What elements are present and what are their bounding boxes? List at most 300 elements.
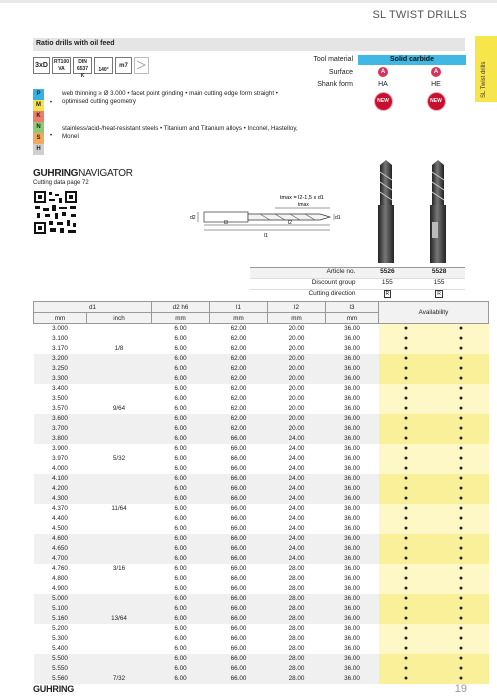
cell-l3: 36.00 <box>344 575 360 582</box>
cell-d1: 3.400 <box>52 385 68 392</box>
cell-inch <box>87 634 152 644</box>
table-row <box>34 364 489 374</box>
header-line <box>0 0 497 3</box>
table-row <box>34 434 489 444</box>
cell-l2: 24.00 <box>288 475 305 482</box>
availability-5528[interactable]: ● <box>434 464 489 474</box>
availability-5526[interactable]: ● <box>379 404 434 414</box>
cell-d2: 6.00 <box>174 585 187 592</box>
cell-d2: 6.00 <box>174 395 187 402</box>
table-row <box>34 534 489 544</box>
cell-l1: 66.00 <box>230 565 247 572</box>
cell-d1: 4.200 <box>52 485 68 492</box>
cell-l2: 24.00 <box>288 495 305 502</box>
discount-label: Discount group <box>311 279 356 286</box>
table-row <box>34 654 489 664</box>
cell-l3: 36.00 <box>344 535 360 542</box>
availability-5528[interactable]: ● <box>434 594 489 604</box>
cell-l3: 36.00 <box>344 665 360 672</box>
availability-5528[interactable]: ● <box>434 384 489 394</box>
table-row <box>34 544 489 554</box>
cell-l3: 36.00 <box>344 335 360 342</box>
availability-5526[interactable]: ● <box>379 334 434 344</box>
geometry-description: web thinning ≥ Ø 3.000 • facet point grinding • main cutting edge form straight • optimised cutting geometry <box>62 90 278 105</box>
cell-l1: 66.00 <box>230 655 247 662</box>
availability-5526[interactable]: ● <box>379 564 434 574</box>
availability-5528[interactable]: ● <box>434 554 489 564</box>
cell-l3: 36.00 <box>344 425 360 432</box>
cell-l1: 66.00 <box>230 645 247 652</box>
unit-d1: mm <box>34 313 87 324</box>
cell-l1: 62.00 <box>230 405 247 412</box>
table-row <box>34 344 489 354</box>
cell-d2: 6.00 <box>174 415 187 422</box>
cell-l1: 66.00 <box>230 625 247 632</box>
availability-5528[interactable]: ● <box>434 614 489 624</box>
cell-l1: 66.00 <box>230 475 247 482</box>
cell-l1: 66.00 <box>230 665 247 672</box>
availability-5526[interactable]: ● <box>379 504 434 514</box>
table-body <box>34 324 489 685</box>
cell-d1: 5.560 <box>52 675 68 682</box>
availability-5528[interactable]: ● <box>434 574 489 584</box>
cell-d1: 4.100 <box>52 475 68 482</box>
cell-d2: 6.00 <box>174 655 187 662</box>
cell-d1: 4.760 <box>52 565 68 572</box>
cell-inch: 9/64 <box>112 405 126 412</box>
table-row <box>34 484 489 494</box>
shank-form-label: Shank form <box>317 81 353 88</box>
availability-5528[interactable]: ● <box>434 334 489 344</box>
availability-5526[interactable]: ● <box>379 584 434 594</box>
availability-5526[interactable]: ● <box>379 434 434 444</box>
unit-l3: mm <box>326 313 379 324</box>
table-row <box>34 604 489 614</box>
cell-l1: 62.00 <box>230 415 247 422</box>
angle-140-icon: 140° <box>94 57 113 74</box>
cell-l3: 36.00 <box>344 405 360 412</box>
section-title-bar <box>33 38 465 51</box>
cell-l2: 28.00 <box>288 595 305 602</box>
availability-5528[interactable]: ● <box>434 344 489 354</box>
cell-d1: 3.100 <box>52 335 68 342</box>
cell-l1: 62.00 <box>230 325 247 332</box>
cell-inch <box>87 574 152 584</box>
availability-5526[interactable]: ● <box>379 514 434 524</box>
availability-5526[interactable]: ● <box>379 444 434 454</box>
table-row <box>34 384 489 394</box>
page-number: 19 <box>454 683 467 695</box>
l2-label: l2 <box>288 220 292 226</box>
availability-5528[interactable]: ● <box>434 544 489 554</box>
cell-d2: 6.00 <box>174 335 187 342</box>
cell-inch <box>87 664 152 674</box>
cell-l3: 36.00 <box>344 495 360 502</box>
cell-l1: 66.00 <box>230 505 247 512</box>
availability-5528[interactable]: ● <box>434 414 489 424</box>
availability-5526[interactable]: ● <box>379 454 434 464</box>
cell-d2: 6.00 <box>174 495 187 502</box>
cell-inch <box>87 354 152 364</box>
cell-l2: 24.00 <box>288 485 305 492</box>
table-row <box>34 524 489 534</box>
availability-5528[interactable]: ● <box>434 364 489 374</box>
cell-l3: 36.00 <box>344 585 360 592</box>
availability-5526[interactable]: ● <box>379 594 434 604</box>
cutting-direction-a-icon: R <box>385 291 390 297</box>
cell-l2: 20.00 <box>288 405 305 412</box>
cell-d2: 6.00 <box>174 595 187 602</box>
surface-b <box>409 67 463 77</box>
availability-5528[interactable]: ● <box>434 634 489 644</box>
cell-d2: 6.00 <box>174 515 187 522</box>
cell-d2: 6.00 <box>174 355 187 362</box>
cell-d1: 3.700 <box>52 425 68 432</box>
cell-d1: 3.970 <box>52 455 68 462</box>
cell-l2: 20.00 <box>288 355 305 362</box>
availability-5526[interactable]: ● <box>379 344 434 354</box>
surface-a-badge: A <box>378 67 388 77</box>
cell-d1: 5.500 <box>52 655 68 662</box>
availability-5528[interactable]: ● <box>434 434 489 444</box>
table-row <box>34 354 489 364</box>
cell-d1: 3.500 <box>52 395 68 402</box>
availability-5526[interactable]: ● <box>379 554 434 564</box>
cell-inch <box>87 374 152 384</box>
table-row <box>34 584 489 594</box>
availability-5526[interactable]: ● <box>379 634 434 644</box>
availability-5526[interactable]: ● <box>379 544 434 554</box>
cell-l3: 36.00 <box>344 325 360 332</box>
cell-d1: 3.200 <box>52 355 68 362</box>
cell-l3: 36.00 <box>344 625 360 632</box>
cell-inch <box>87 604 152 614</box>
availability-5526[interactable]: ● <box>379 354 434 364</box>
tmax-label: tmax <box>298 202 309 208</box>
material-description: stainless/acid-/heat-resistant steels • Titanium and Titanium alloys • Inconel, Hastelloy, Monel <box>62 125 298 140</box>
table-row <box>34 644 489 654</box>
table-row <box>34 404 489 414</box>
new-badge-b-label: NEW <box>428 93 445 110</box>
material-h: H <box>33 144 44 155</box>
table-row <box>34 474 489 484</box>
material-k: K <box>33 111 44 122</box>
cell-l2: 20.00 <box>288 385 305 392</box>
availability-5528[interactable]: ● <box>434 324 489 335</box>
availability-5526[interactable]: ● <box>379 484 434 494</box>
cell-d1: 3.300 <box>52 375 68 382</box>
cell-l2: 20.00 <box>288 325 305 332</box>
table-row <box>34 394 489 404</box>
col-l2: l2 <box>268 302 326 313</box>
depth-3xd-icon: 3xD <box>33 57 50 74</box>
table-row <box>34 634 489 644</box>
availability-5528[interactable]: ● <box>434 474 489 484</box>
cell-inch: 3/16 <box>112 565 126 572</box>
material-m: M <box>33 100 44 111</box>
cell-d2: 6.00 <box>174 535 187 542</box>
cell-l1: 66.00 <box>230 515 247 522</box>
availability-5528[interactable]: ● <box>434 514 489 524</box>
new-badge-a-label: NEW <box>375 93 392 110</box>
cell-d2: 6.00 <box>174 325 187 332</box>
cell-l3: 36.00 <box>344 435 360 442</box>
cell-d2: 6.00 <box>174 345 187 352</box>
cell-l2: 28.00 <box>288 605 305 612</box>
cell-l1: 66.00 <box>230 635 247 642</box>
surface-a <box>356 67 410 77</box>
availability-5528[interactable]: ● <box>434 584 489 594</box>
availability-5526[interactable]: ● <box>379 374 434 384</box>
cell-l3: 36.00 <box>344 505 360 512</box>
cell-l1: 66.00 <box>230 605 247 612</box>
availability-5528[interactable]: ● <box>434 504 489 514</box>
cell-l3: 36.00 <box>344 655 360 662</box>
availability-5526[interactable]: ● <box>379 324 434 335</box>
drill-5526-image <box>378 160 394 263</box>
cell-d1: 3.800 <box>52 435 68 442</box>
surface-b-badge: A <box>431 67 441 77</box>
article-5528[interactable]: 5528 <box>431 268 447 275</box>
cell-l2: 20.00 <box>288 395 305 402</box>
navigator-logo[interactable] <box>33 168 133 179</box>
cell-d1: 3.900 <box>52 445 68 452</box>
cell-inch <box>87 444 152 454</box>
availability-5528[interactable]: ● <box>434 404 489 414</box>
availability-5528[interactable]: ● <box>434 484 489 494</box>
article-5526[interactable]: 5526 <box>380 268 395 275</box>
cell-l2: 24.00 <box>288 555 305 562</box>
table-row <box>34 494 489 504</box>
availability-5526[interactable]: ● <box>379 604 434 614</box>
cell-inch <box>87 594 152 604</box>
cell-inch <box>87 514 152 524</box>
cell-d1: 4.600 <box>52 535 68 542</box>
table-row <box>34 674 489 684</box>
cell-l3: 36.00 <box>344 485 360 492</box>
cell-d1: 5.400 <box>52 645 68 652</box>
availability-5528[interactable]: ● <box>434 494 489 504</box>
availability-5528[interactable]: ● <box>434 564 489 574</box>
table-row <box>34 444 489 454</box>
table-row <box>34 624 489 634</box>
availability-5528[interactable]: ● <box>434 624 489 634</box>
availability-5526[interactable]: ● <box>379 414 434 424</box>
cell-l2: 24.00 <box>288 515 305 522</box>
cell-d1: 5.300 <box>52 635 68 642</box>
tool-material-value: Solid carbide <box>358 55 466 65</box>
cell-l2: 28.00 <box>288 665 305 672</box>
cell-d2: 6.00 <box>174 455 187 462</box>
cell-l3: 36.00 <box>344 615 360 622</box>
cell-l3: 36.00 <box>344 645 360 652</box>
availability-5526[interactable]: ● <box>379 424 434 434</box>
availability-5526[interactable]: ● <box>379 474 434 484</box>
cell-d2: 6.00 <box>174 365 187 372</box>
availability-5526[interactable]: ● <box>379 534 434 544</box>
surface-label: Surface <box>328 69 353 76</box>
l3-label: l3 <box>224 220 228 226</box>
page-header-title: SL TWIST DRILLS <box>372 9 467 21</box>
availability-5528[interactable]: ● <box>434 524 489 534</box>
cell-l3: 36.00 <box>344 475 360 482</box>
cell-d1: 5.200 <box>52 625 68 632</box>
cell-inch <box>87 464 152 474</box>
availability-5528[interactable]: ● <box>434 444 489 454</box>
tolerance-m7-icon: m7 <box>115 57 132 74</box>
cell-d1: 4.650 <box>52 545 68 552</box>
cutting-direction-b-icon: R <box>437 291 441 297</box>
availability-5526[interactable]: ● <box>379 464 434 474</box>
cell-l2: 20.00 <box>288 415 305 422</box>
cell-inch <box>87 494 152 504</box>
cell-inch: 1/8 <box>114 345 124 352</box>
cell-l2: 24.00 <box>288 435 305 442</box>
cell-l3: 36.00 <box>344 395 360 402</box>
cell-d1: 4.900 <box>52 585 68 592</box>
cell-inch <box>87 324 152 335</box>
cell-d2: 6.00 <box>174 625 187 632</box>
cell-inch <box>87 414 152 424</box>
table-row <box>34 594 489 604</box>
cell-l1: 62.00 <box>230 375 247 382</box>
d2-label: d2 <box>190 215 196 221</box>
cell-l1: 66.00 <box>230 575 247 582</box>
availability-5526[interactable]: ● <box>379 384 434 394</box>
availability-5526[interactable]: ● <box>379 674 434 684</box>
material-n: N <box>33 122 44 133</box>
cell-l1: 62.00 <box>230 395 247 402</box>
navigator-brand: GUHRING <box>33 168 79 179</box>
cell-inch: 7/32 <box>112 675 126 682</box>
cell-l1: 62.00 <box>230 425 247 432</box>
unit-l2: mm <box>268 313 326 324</box>
availability-5526[interactable]: ● <box>379 494 434 504</box>
availability-5526[interactable]: ● <box>379 624 434 634</box>
cell-l1: 66.00 <box>230 585 247 592</box>
availability-5526[interactable]: ● <box>379 614 434 624</box>
cell-l3: 36.00 <box>344 445 360 452</box>
cell-l2: 28.00 <box>288 635 305 642</box>
din-6537k-icon: DIN 6537 K <box>73 57 92 74</box>
availability-5528[interactable]: ● <box>434 674 489 684</box>
cell-l1: 62.00 <box>230 385 247 392</box>
availability-5526[interactable]: ● <box>379 574 434 584</box>
availability-5528[interactable]: ● <box>434 454 489 464</box>
cell-inch: 11/64 <box>111 505 127 512</box>
cell-d1: 5.550 <box>52 665 68 672</box>
cell-l3: 36.00 <box>344 375 360 382</box>
col-l1: l1 <box>210 302 268 313</box>
cell-l1: 66.00 <box>230 465 247 472</box>
section-title: Ratio drills with oil feed <box>36 40 115 47</box>
cell-d2: 6.00 <box>174 675 187 682</box>
material-p: P <box>33 89 44 100</box>
col-l3: l3 <box>326 302 379 313</box>
cell-l2: 24.00 <box>288 535 305 542</box>
cell-l3: 36.00 <box>344 385 360 392</box>
availability-5528[interactable]: ● <box>434 394 489 404</box>
cell-l3: 36.00 <box>344 515 360 522</box>
cell-l3: 36.00 <box>344 605 360 612</box>
table-row <box>34 334 489 344</box>
availability-5528[interactable]: ● <box>434 644 489 654</box>
cell-l2: 28.00 <box>288 585 305 592</box>
cell-d2: 6.00 <box>174 665 187 672</box>
availability-5526[interactable]: ● <box>379 394 434 404</box>
cell-l1: 66.00 <box>230 445 247 452</box>
cell-inch <box>87 434 152 444</box>
shank-form-b: HE <box>431 81 441 88</box>
cell-l1: 62.00 <box>230 335 247 342</box>
cell-inch <box>87 644 152 654</box>
cell-l2: 24.00 <box>288 545 305 552</box>
material-m-dot: • <box>50 100 53 106</box>
availability-5528[interactable]: ● <box>434 354 489 364</box>
col-d2: d2 h6 <box>152 302 210 313</box>
cell-inch <box>87 484 152 494</box>
cell-l2: 20.00 <box>288 365 305 372</box>
d1-label: d1 <box>335 215 341 221</box>
cell-l3: 36.00 <box>344 365 360 372</box>
availability-5528[interactable]: ● <box>434 664 489 674</box>
cell-d1: 3.170 <box>52 345 68 352</box>
table-row <box>34 514 489 524</box>
cell-l2: 28.00 <box>288 615 305 622</box>
material-s-dot: • <box>50 133 53 139</box>
cell-l2: 28.00 <box>288 565 305 572</box>
cell-d1: 5.000 <box>52 595 68 602</box>
availability-5528[interactable]: ● <box>434 654 489 664</box>
table-row <box>34 374 489 384</box>
drill-images <box>372 160 462 265</box>
cell-d2: 6.00 <box>174 555 187 562</box>
cell-l3: 36.00 <box>344 525 360 532</box>
availability-5528[interactable]: ● <box>434 534 489 544</box>
discount-a: 155 <box>381 279 393 286</box>
cell-inch <box>87 534 152 544</box>
qr-code-icon[interactable] <box>33 190 78 235</box>
table-row <box>34 424 489 434</box>
cell-l3: 36.00 <box>344 545 360 552</box>
cell-d2: 6.00 <box>174 385 187 392</box>
drill-point-icon <box>134 57 149 74</box>
footer-brand-logo: GUHRING <box>33 684 75 694</box>
cell-l2: 24.00 <box>288 525 305 532</box>
availability-5526[interactable]: ● <box>379 654 434 664</box>
availability-5528[interactable]: ● <box>434 424 489 434</box>
cell-d2: 6.00 <box>174 475 187 482</box>
availability-5528[interactable]: ● <box>434 604 489 614</box>
cell-inch <box>87 334 152 344</box>
cutting-direction-a <box>361 290 413 300</box>
availability-5526[interactable]: ● <box>379 364 434 374</box>
table-row <box>34 504 489 514</box>
availability-5526[interactable]: ● <box>379 644 434 654</box>
cell-d2: 6.00 <box>174 635 187 642</box>
availability-5528[interactable]: ● <box>434 374 489 384</box>
unit-inch: inch <box>87 313 152 324</box>
cell-l2: 28.00 <box>288 675 305 682</box>
cell-l2: 28.00 <box>288 625 305 632</box>
cell-l2: 28.00 <box>288 575 305 582</box>
availability-5526[interactable]: ● <box>379 524 434 534</box>
cell-d1: 4.400 <box>52 515 68 522</box>
cell-l2: 28.00 <box>288 655 305 662</box>
chapter-tab[interactable] <box>475 36 497 102</box>
availability-5526[interactable]: ● <box>379 664 434 674</box>
table-row <box>34 464 489 474</box>
